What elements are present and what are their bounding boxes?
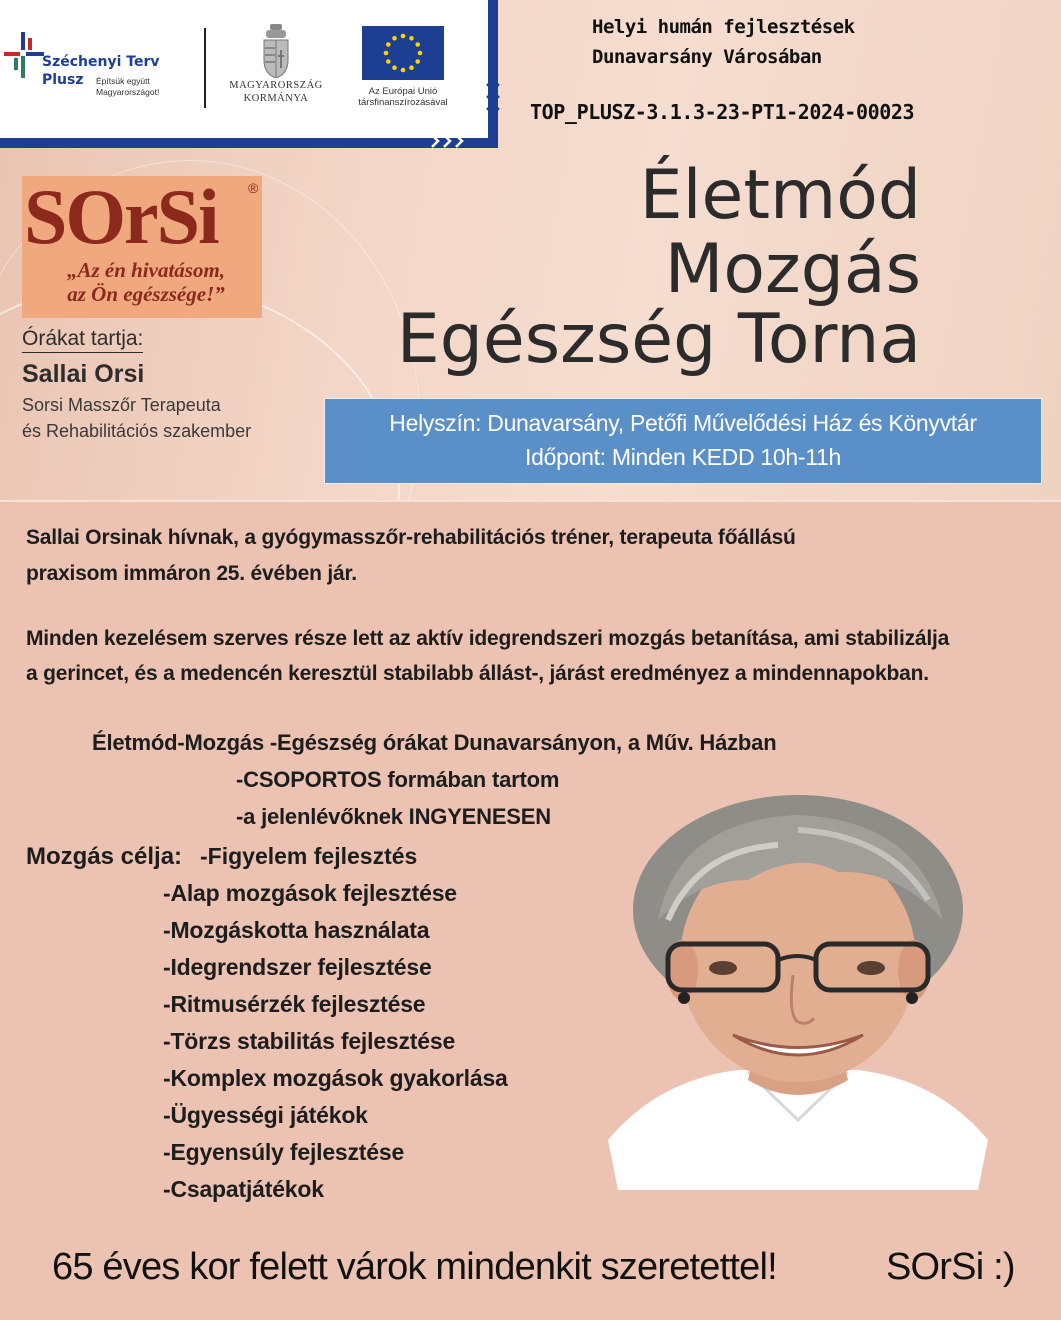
- intro-line2: praxisom immáron 25. évében jár.: [26, 562, 357, 585]
- eu-star-icon: [418, 51, 423, 56]
- eu-star-icon: [401, 34, 406, 39]
- eu-cofinance-line2: társfinanszírozásával: [358, 97, 448, 108]
- szechenyi-logo: [4, 32, 194, 107]
- title-line2: Mozgás: [664, 230, 921, 309]
- title-line1: Életmód: [639, 156, 921, 235]
- government-name-line1: MAGYARORSZÁG: [229, 80, 323, 91]
- eu-flag-icon: [362, 26, 444, 80]
- title-line3: Egészség Torna: [396, 300, 921, 379]
- eu-star-icon: [386, 59, 391, 64]
- eu-star-icon: [401, 68, 406, 73]
- funding-banner: [0, 0, 498, 148]
- szechenyi-tagline: Építsük együtt Magyarországot!: [96, 76, 160, 97]
- szechenyi-cross-icon: [4, 32, 44, 78]
- intro-line3: Minden kezelésem szerves része lett az aktív idegrendszeri mozgás betanítása, ami stabilizálja: [26, 627, 950, 650]
- goal-item: -Mozgáskotta használata: [163, 917, 430, 943]
- instructor-name: Sallai Orsi: [22, 360, 145, 388]
- classes-line3: -a jelenlévőknek INGYENESEN: [236, 804, 551, 829]
- project-title-line1: Helyi humán fejlesztések: [592, 16, 855, 38]
- project-code: TOP_PLUSZ-3.1.3-23-PT1-2024-00023: [530, 100, 915, 124]
- szechenyi-name: Széchenyi Terv: [42, 54, 160, 70]
- registered-mark: ®: [248, 180, 259, 196]
- goal-item: -Ügyességi játékok: [163, 1102, 368, 1128]
- eu-star-icon: [386, 42, 391, 47]
- slogan-line1: „Az én hivatásom,: [66, 258, 226, 282]
- goal-item: -Törzs stabilitás fejlesztése: [163, 1028, 456, 1054]
- szechenyi-plus: Plusz: [42, 72, 84, 88]
- time-text: Időpont: Minden KEDD 10h-11h: [525, 444, 841, 470]
- instructor-role-line1: Sorsi Masszőr Terapeuta: [22, 395, 221, 415]
- logo-divider: [204, 28, 206, 108]
- sorsi-slogan: [30, 258, 262, 306]
- goal-item: -Csapatjátékok: [163, 1176, 324, 1202]
- eu-star-icon: [392, 65, 397, 70]
- sorsi-logo: [22, 173, 262, 318]
- eu-star-icon: [409, 36, 414, 41]
- instructor-role-line2: és Rehabilitációs szakember: [22, 421, 252, 441]
- eu-logo: [342, 26, 464, 108]
- chevron-decoration-icon: [486, 82, 500, 122]
- eu-cofinance-line1: Az Európai Unió: [368, 86, 438, 97]
- goal-item: -Figyelem fejlesztés: [200, 843, 418, 869]
- intro-line1: Sallai Orsinak hívnak, a gyógymasszőr-rehabilitációs tréner, terapeuta főállású: [26, 526, 796, 549]
- classes-line1: Életmód-Mozgás -Egészség órákat Dunavarsányon, a Műv. Házban: [92, 730, 777, 755]
- goal-item: -Idegrendszer fejlesztése: [163, 954, 432, 980]
- location-text: Helyszín: Dunavarsány, Petőfi Művelődési Ház és Könyvtár: [389, 410, 977, 436]
- hungarian-coat-of-arms-icon: [261, 24, 291, 78]
- government-name-line2: KORMÁNYA: [243, 93, 309, 104]
- goals-heading: Mozgás célja:: [26, 843, 183, 870]
- slogan-line2: az Ön egészsége!”: [67, 282, 225, 306]
- eu-star-icon: [409, 65, 414, 70]
- footer-invitation: 65 éves kor felett várok mindenkit szeretettel!: [52, 1246, 777, 1288]
- goal-item: -Ritmusérzék fejlesztése: [163, 991, 426, 1017]
- project-title-line2: Dunavarsány Városában: [592, 46, 822, 68]
- eu-star-icon: [415, 42, 420, 47]
- sorsi-brand-name: SOrSi: [24, 173, 218, 260]
- goal-item: -Komplex mozgások gyakorlása: [163, 1065, 508, 1091]
- eu-star-icon: [392, 36, 397, 41]
- footer-signature: SOrSi :): [886, 1246, 1015, 1288]
- government-logo: [220, 24, 332, 112]
- instructor-label: Órákat tartja:: [22, 326, 143, 353]
- eu-star-icon: [415, 59, 420, 64]
- location-time-box: [324, 398, 1042, 484]
- classes-line2: -CSOPORTOS formában tartom: [236, 767, 560, 792]
- intro-line4: a gerincet, és a medencén keresztül stabilabb állást-, járást eredményez a mindennapokban.: [26, 662, 929, 685]
- instructor-portrait-image: [598, 790, 998, 1200]
- eu-star-icon: [384, 51, 389, 56]
- goal-item: -Alap mozgások fejlesztése: [163, 880, 457, 906]
- goal-item: -Egyensúly fejlesztése: [163, 1139, 405, 1165]
- chevron-decoration-icon: [430, 134, 470, 148]
